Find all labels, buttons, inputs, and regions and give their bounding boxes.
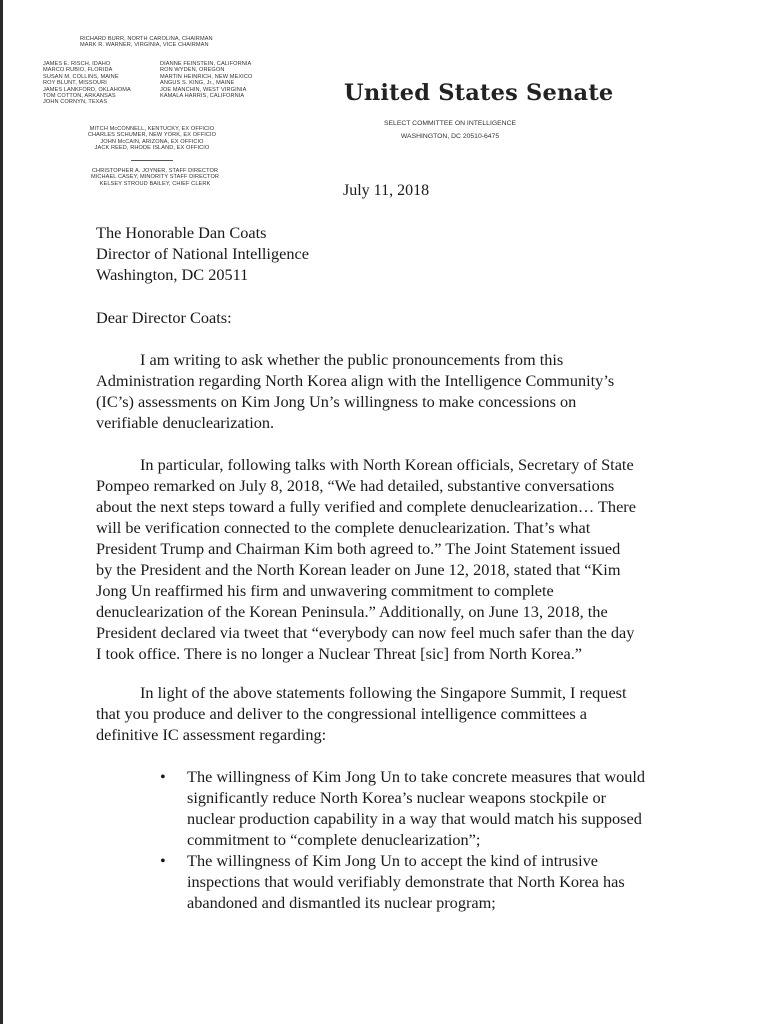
vice-chairman: MARK R. WARNER, VIRGINIA, VICE CHAIRMAN: [80, 42, 209, 49]
text-line: inspections that would verifiably demonstrate that North Korea has: [187, 872, 625, 891]
paragraph-2: [96, 454, 686, 664]
text-line: The willingness of Kim Jong Un to take concrete measures that would: [187, 767, 646, 786]
text-line: In particular, following talks with North Korean officials, Secretary of State: [140, 455, 634, 474]
chairman: RICHARD BURR, NORTH CAROLINA, CHAIRMAN: [80, 36, 213, 42]
bullet-item: [160, 766, 720, 850]
recipient-name: The Honorable Dan Coats: [96, 223, 267, 242]
text-line: commitment to “complete denuclearization”;: [187, 830, 481, 849]
ex-officio-members: [82, 126, 222, 152]
staff-member: KELSEY STROUD BAILEY, CHIEF CLERK: [99, 180, 211, 187]
paragraph-1: [96, 349, 686, 433]
text-line: by the President and the North Korean leader on June 12, 2018, stated that “Kim: [96, 560, 621, 579]
staff-member: CHRISTOPHER A. JOYNER, STAFF DIRECTOR: [91, 168, 219, 174]
text-line: Pompeo remarked on July 8, 2018, “We had detailed, substantive conversations: [96, 476, 615, 495]
text-line: I am writing to ask whether the public pronouncements from this: [140, 350, 564, 369]
letterhead-chairs: [80, 36, 213, 49]
text-line: abandoned and dismantled its nuclear program;: [187, 893, 496, 912]
paragraph-3: [96, 682, 686, 745]
scan-edge: [0, 0, 3, 1024]
text-line: In light of the above statements following the Singapore Summit, I request: [140, 683, 627, 702]
text-line: President Trump and Chairman Kim both agreed to.” The Joint Statement issued: [96, 539, 621, 558]
salutation: Dear Director Coats:: [96, 308, 232, 327]
member: JOE MANCHIN, WEST VIRGINIA: [160, 86, 247, 93]
member: SUSAN M. COLLINS, MAINE: [43, 73, 119, 80]
ex-officio-member: JACK REED, RHODE ISLAND, EX OFFICIO: [94, 145, 210, 152]
senate-title: United States Senate: [344, 80, 614, 106]
member: RON WYDEN, OREGON: [160, 67, 225, 74]
text-line: denuclearization of the Korean Peninsula.” Additionally, on June 13, 2018, the: [96, 602, 608, 621]
member: TOM COTTON, ARKANSAS: [43, 93, 116, 100]
text-line: definitive IC assessment regarding:: [96, 725, 327, 744]
member: KAMALA HARRIS, CALIFORNIA: [160, 93, 245, 100]
staff-member: MICHAEL CASEY, MINORITY STAFF DIRECTOR: [90, 174, 220, 181]
recipient-title: Director of National Intelligence: [96, 244, 309, 263]
members-left-column: [43, 61, 131, 106]
text-line: verifiable denuclearization.: [96, 413, 275, 432]
letter-date: July 11, 2018: [343, 182, 430, 199]
text-line: Jong Un reaffirmed his firm and unwavering commitment to complete: [96, 581, 554, 600]
member: MARCO RUBIO, FLORIDA: [43, 67, 113, 74]
text-line: about the next steps toward a fully verified and complete denuclearization… There: [96, 497, 636, 516]
ex-officio-member: MITCH McCONNELL, KENTUCKY, EX OFFICIO: [89, 126, 215, 132]
bullet-icon: •: [160, 767, 166, 786]
text-line: Administration regarding North Korea align with the Intelligence Community’s: [96, 371, 615, 390]
member: DIANNE FEINSTEIN, CALIFORNIA: [160, 61, 252, 67]
text-line: The willingness of Kim Jong Un to accept the kind of intrusive: [187, 851, 599, 870]
bullet-item: [160, 850, 720, 913]
committee-address: WASHINGTON, DC 20510-6475: [400, 133, 500, 140]
text-line: that you produce and deliver to the congressional intelligence committees a: [96, 704, 587, 723]
member: JOHN CORNYN, TEXAS: [43, 99, 108, 106]
member: ANGUS S. KING, Jr., MAINE: [160, 80, 235, 87]
text-line: significantly reduce North Korea’s nuclear weapons stockpile or: [187, 788, 607, 807]
text-line: will be verification connected to the complete denuclearization. That’s what: [96, 518, 591, 537]
member: JAMES LANKFORD, OKLAHOMA: [43, 86, 131, 93]
ex-officio-member: JOHN McCAIN, ARIZONA, EX OFFICIO: [100, 138, 204, 145]
member: MARTIN HEINRICH, NEW MEXICO: [160, 73, 253, 80]
committee-block: [360, 117, 540, 143]
staff-list: [80, 168, 230, 187]
bullet-list: [160, 766, 720, 913]
ex-officio-member: CHARLES SCHUMER, NEW YORK, EX OFFICIO: [87, 132, 217, 139]
committee-name: SELECT COMMITTEE ON INTELLIGENCE: [383, 120, 517, 127]
staff-divider: [131, 160, 173, 161]
member: ROY BLUNT, MISSOURI: [43, 80, 107, 87]
text-line: (IC’s) assessments on Kim Jong Un’s willingness to make concessions on: [96, 392, 577, 411]
text-line: I took office. There is no longer a Nuclear Threat [sic] from North Korea.”: [96, 644, 582, 663]
recipient-city: Washington, DC 20511: [96, 265, 249, 284]
member: JAMES E. RISCH, IDAHO: [43, 61, 111, 67]
bullet-icon: •: [160, 851, 166, 870]
text-line: nuclear production capability in a way that would match his supposed: [187, 809, 642, 828]
members-right-column: [160, 61, 252, 99]
recipient-address: [96, 222, 309, 285]
text-line: President declared via tweet that “everybody can now feel much safer than the day: [96, 623, 635, 642]
